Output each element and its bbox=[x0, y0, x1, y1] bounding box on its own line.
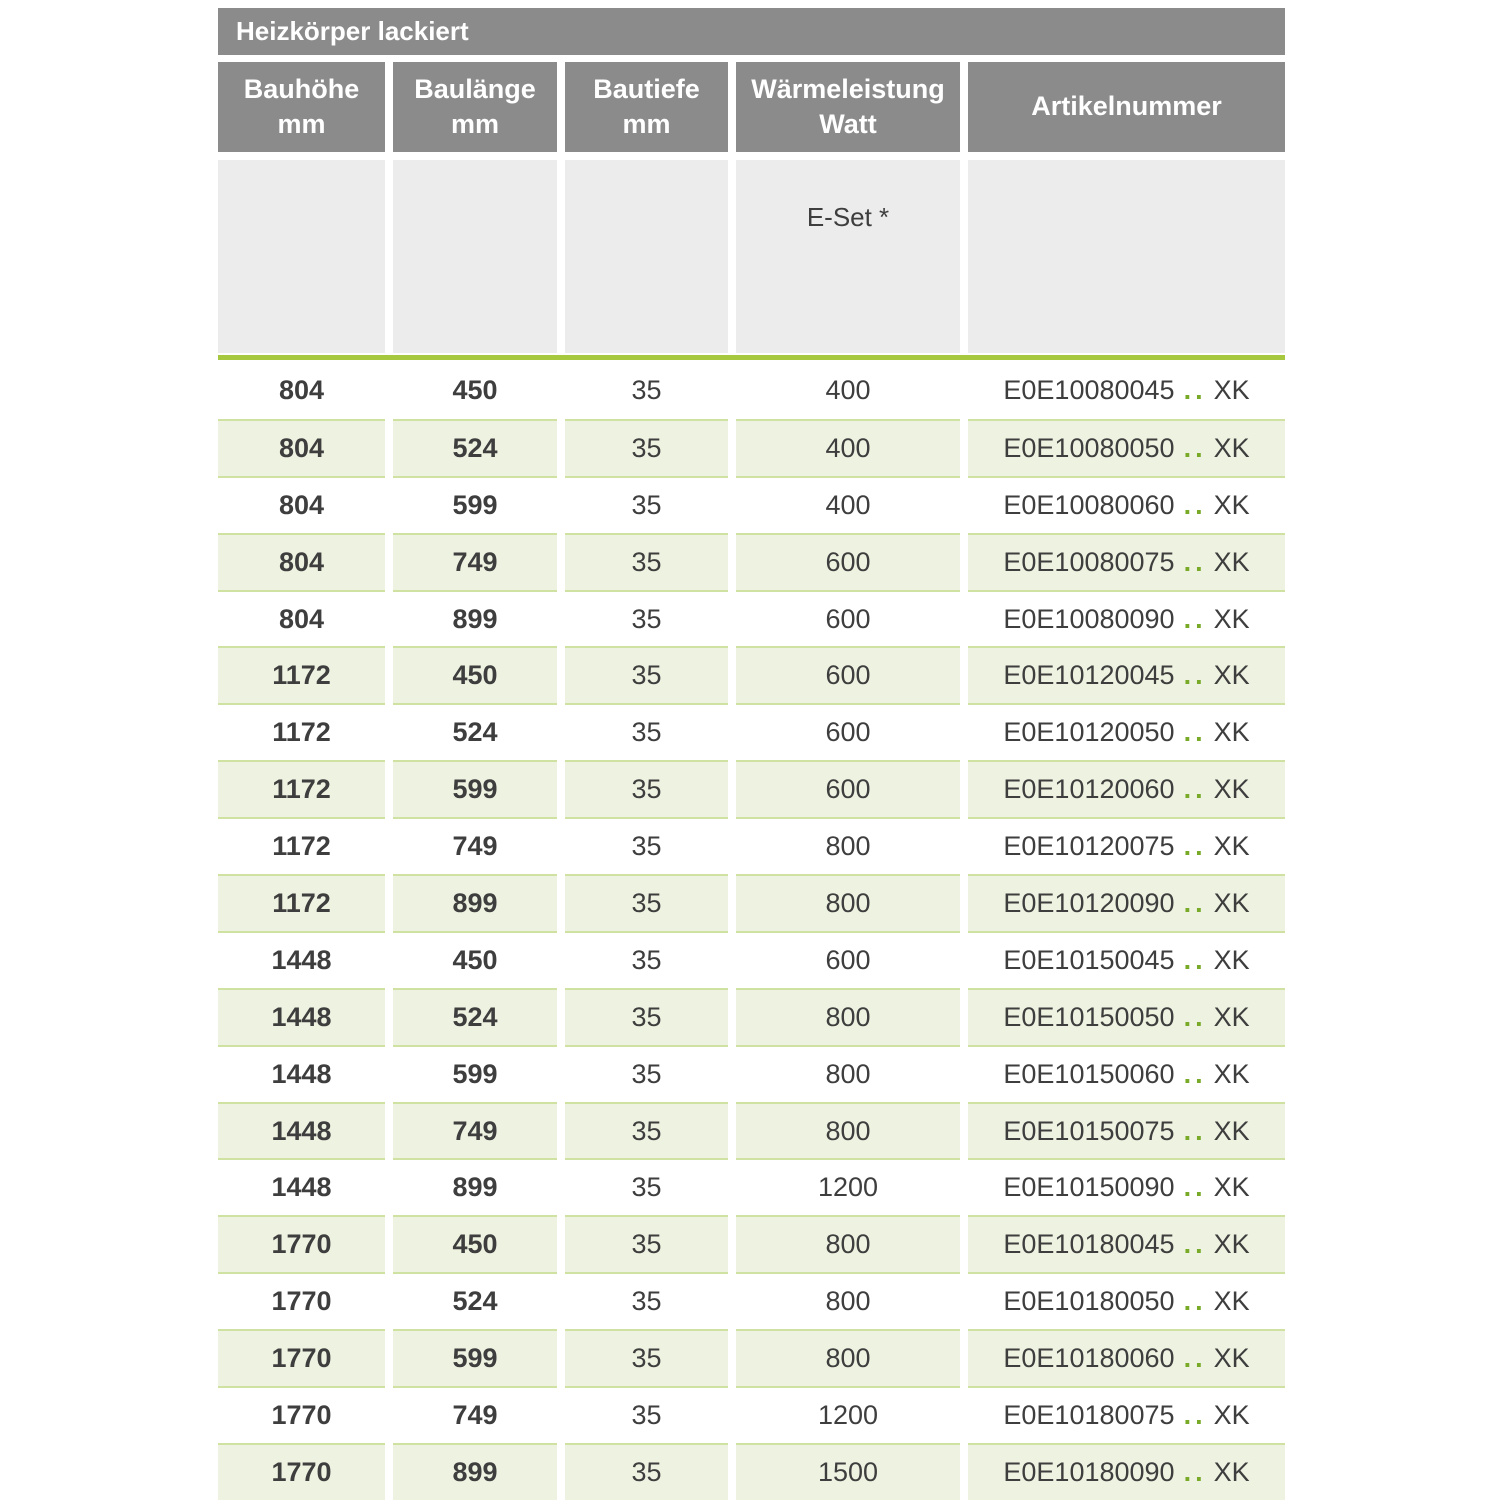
artikel-suffix: XK bbox=[1213, 1399, 1250, 1430]
cell-baulaenge: 524 bbox=[393, 1272, 557, 1329]
cell-watt: 800 bbox=[736, 1215, 960, 1272]
artikel-suffix: XK bbox=[1213, 374, 1250, 405]
header-label: Bauhöhe bbox=[243, 73, 360, 104]
cell-baulaenge: 899 bbox=[393, 874, 557, 931]
header-unit: mm bbox=[277, 109, 326, 139]
cell-bauhoehe: 1172 bbox=[218, 817, 385, 874]
cell-artikelnummer bbox=[968, 1329, 1285, 1386]
cell-bautiefe: 35 bbox=[565, 1329, 728, 1386]
subheader-cell-eset bbox=[736, 160, 960, 353]
artikel-color-dots: .. bbox=[1183, 717, 1207, 748]
subheader-cell-artikelnummer bbox=[968, 160, 1285, 353]
cell-bauhoehe: 1770 bbox=[218, 1443, 385, 1500]
cell-artikelnummer bbox=[968, 362, 1285, 419]
cell-bauhoehe: 1770 bbox=[218, 1329, 385, 1386]
subheader-cell-baulaenge bbox=[393, 160, 557, 353]
cell-bauhoehe: 804 bbox=[218, 419, 385, 476]
table-row bbox=[218, 874, 1285, 931]
artikel-prefix: E0E10080090 bbox=[1003, 603, 1175, 634]
artikel-suffix: XK bbox=[1213, 1058, 1250, 1089]
artikel-color-dots: .. bbox=[1183, 1343, 1207, 1374]
artikel-suffix: XK bbox=[1213, 831, 1250, 862]
table-subheader-row bbox=[218, 160, 1285, 353]
table-row bbox=[218, 1215, 1285, 1272]
table-row bbox=[218, 703, 1285, 760]
cell-baulaenge: 599 bbox=[393, 760, 557, 817]
cell-artikelnummer bbox=[968, 817, 1285, 874]
cell-bauhoehe: 804 bbox=[218, 362, 385, 419]
artikel-color-dots: .. bbox=[1183, 1115, 1207, 1146]
cell-artikelnummer bbox=[968, 1158, 1285, 1215]
cell-baulaenge: 899 bbox=[393, 1158, 557, 1215]
cell-bauhoehe: 1448 bbox=[218, 1045, 385, 1102]
cell-bauhoehe: 1448 bbox=[218, 931, 385, 988]
cell-bauhoehe: 1172 bbox=[218, 760, 385, 817]
cell-artikelnummer bbox=[968, 703, 1285, 760]
artikel-color-dots: .. bbox=[1183, 1001, 1207, 1032]
artikel-color-dots: .. bbox=[1183, 546, 1207, 577]
cell-bautiefe: 35 bbox=[565, 533, 728, 590]
cell-watt: 800 bbox=[736, 874, 960, 931]
table-row bbox=[218, 1158, 1285, 1215]
cell-baulaenge: 749 bbox=[393, 817, 557, 874]
cell-baulaenge: 599 bbox=[393, 476, 557, 533]
header-cell-artikelnummer bbox=[968, 62, 1285, 152]
cell-artikelnummer bbox=[968, 1272, 1285, 1329]
artikel-prefix: E0E10120045 bbox=[1003, 660, 1175, 691]
table-row bbox=[218, 362, 1285, 419]
artikel-color-dots: .. bbox=[1183, 1456, 1207, 1487]
cell-artikelnummer bbox=[968, 476, 1285, 533]
table-row bbox=[218, 646, 1285, 703]
cell-bautiefe: 35 bbox=[565, 646, 728, 703]
cell-watt: 600 bbox=[736, 931, 960, 988]
artikel-color-dots: .. bbox=[1183, 660, 1207, 691]
table-row bbox=[218, 988, 1285, 1045]
cell-artikelnummer bbox=[968, 1386, 1285, 1443]
eset-label: E-Set * bbox=[806, 202, 890, 232]
artikel-suffix: XK bbox=[1213, 1172, 1250, 1203]
artikel-prefix: E0E10180050 bbox=[1003, 1286, 1175, 1317]
artikel-prefix: E0E10080060 bbox=[1003, 489, 1175, 520]
cell-artikelnummer bbox=[968, 590, 1285, 647]
header-cell-bauhoehe bbox=[218, 62, 385, 152]
cell-bautiefe: 35 bbox=[565, 1386, 728, 1443]
artikel-color-dots: .. bbox=[1183, 831, 1207, 862]
cell-bautiefe: 35 bbox=[565, 931, 728, 988]
cell-bauhoehe: 1448 bbox=[218, 1102, 385, 1159]
artikel-suffix: XK bbox=[1213, 603, 1250, 634]
cell-bauhoehe: 804 bbox=[218, 476, 385, 533]
artikel-suffix: XK bbox=[1213, 774, 1250, 805]
artikel-suffix: XK bbox=[1213, 489, 1250, 520]
artikel-suffix: XK bbox=[1213, 944, 1250, 975]
cell-baulaenge: 450 bbox=[393, 646, 557, 703]
header-label: Wärmeleistung bbox=[751, 73, 945, 104]
cell-artikelnummer bbox=[968, 1045, 1285, 1102]
cell-bauhoehe: 1770 bbox=[218, 1386, 385, 1443]
table-title-bar bbox=[218, 8, 1285, 55]
artikel-prefix: E0E10120090 bbox=[1003, 887, 1175, 918]
artikel-prefix: E0E10120075 bbox=[1003, 831, 1175, 862]
artikel-suffix: XK bbox=[1213, 1286, 1250, 1317]
cell-watt: 800 bbox=[736, 988, 960, 1045]
cell-artikelnummer bbox=[968, 874, 1285, 931]
artikel-color-dots: .. bbox=[1183, 1286, 1207, 1317]
artikel-color-dots: .. bbox=[1183, 1058, 1207, 1089]
cell-bautiefe: 35 bbox=[565, 1102, 728, 1159]
cell-bauhoehe: 1172 bbox=[218, 646, 385, 703]
cell-artikelnummer bbox=[968, 988, 1285, 1045]
cell-bauhoehe: 1770 bbox=[218, 1215, 385, 1272]
cell-baulaenge: 450 bbox=[393, 1215, 557, 1272]
cell-bautiefe: 35 bbox=[565, 590, 728, 647]
cell-watt: 600 bbox=[736, 590, 960, 647]
cell-baulaenge: 599 bbox=[393, 1045, 557, 1102]
cell-bauhoehe: 1172 bbox=[218, 874, 385, 931]
cell-bautiefe: 35 bbox=[565, 362, 728, 419]
cell-bautiefe: 35 bbox=[565, 476, 728, 533]
subheader-cell-bautiefe bbox=[565, 160, 728, 353]
cell-bautiefe: 35 bbox=[565, 817, 728, 874]
header-unit: Watt bbox=[819, 109, 877, 139]
table-row bbox=[218, 1329, 1285, 1386]
subheader-cell-bauhoehe bbox=[218, 160, 385, 353]
cell-watt: 600 bbox=[736, 646, 960, 703]
artikel-color-dots: .. bbox=[1183, 1229, 1207, 1260]
cell-watt: 400 bbox=[736, 476, 960, 533]
cell-watt: 800 bbox=[736, 1045, 960, 1102]
cell-artikelnummer bbox=[968, 1102, 1285, 1159]
cell-baulaenge: 749 bbox=[393, 1102, 557, 1159]
artikel-prefix: E0E10150060 bbox=[1003, 1058, 1175, 1089]
cell-bauhoehe: 804 bbox=[218, 590, 385, 647]
artikel-color-dots: .. bbox=[1183, 944, 1207, 975]
table-row bbox=[218, 1443, 1285, 1500]
table-row bbox=[218, 533, 1285, 590]
cell-bauhoehe: 1448 bbox=[218, 988, 385, 1045]
cell-watt: 400 bbox=[736, 419, 960, 476]
cell-bauhoehe: 1448 bbox=[218, 1158, 385, 1215]
header-label: Baulänge bbox=[414, 73, 536, 104]
artikel-color-dots: .. bbox=[1183, 887, 1207, 918]
artikel-color-dots: .. bbox=[1183, 1172, 1207, 1203]
table-row bbox=[218, 590, 1285, 647]
cell-baulaenge: 450 bbox=[393, 362, 557, 419]
artikel-prefix: E0E10180045 bbox=[1003, 1229, 1175, 1260]
artikel-prefix: E0E10150045 bbox=[1003, 944, 1175, 975]
table-header-row bbox=[218, 62, 1285, 152]
cell-baulaenge: 899 bbox=[393, 1443, 557, 1500]
artikel-suffix: XK bbox=[1213, 432, 1250, 463]
cell-artikelnummer bbox=[968, 1215, 1285, 1272]
artikel-suffix: XK bbox=[1213, 887, 1250, 918]
artikel-suffix: XK bbox=[1213, 1229, 1250, 1260]
artikel-suffix: XK bbox=[1213, 1115, 1250, 1146]
cell-bautiefe: 35 bbox=[565, 1215, 728, 1272]
table-row bbox=[218, 419, 1285, 476]
artikel-color-dots: .. bbox=[1183, 489, 1207, 520]
cell-bautiefe: 35 bbox=[565, 703, 728, 760]
cell-bautiefe: 35 bbox=[565, 1443, 728, 1500]
table-title: Heizkörper lackiert bbox=[236, 16, 469, 46]
cell-baulaenge: 524 bbox=[393, 419, 557, 476]
cell-baulaenge: 524 bbox=[393, 988, 557, 1045]
product-table bbox=[218, 8, 1285, 1500]
cell-watt: 600 bbox=[736, 703, 960, 760]
header-unit: mm bbox=[450, 109, 499, 139]
artikel-suffix: XK bbox=[1213, 1456, 1250, 1487]
artikel-color-dots: .. bbox=[1183, 1399, 1207, 1430]
header-unit: mm bbox=[622, 109, 671, 139]
artikel-prefix: E0E10180090 bbox=[1003, 1456, 1175, 1487]
cell-watt: 400 bbox=[736, 362, 960, 419]
cell-bautiefe: 35 bbox=[565, 874, 728, 931]
cell-bauhoehe: 1770 bbox=[218, 1272, 385, 1329]
artikel-color-dots: .. bbox=[1183, 774, 1207, 805]
cell-baulaenge: 599 bbox=[393, 1329, 557, 1386]
cell-artikelnummer bbox=[968, 760, 1285, 817]
artikel-suffix: XK bbox=[1213, 546, 1250, 577]
cell-watt: 800 bbox=[736, 1329, 960, 1386]
table-row bbox=[218, 1102, 1285, 1159]
cell-bautiefe: 35 bbox=[565, 419, 728, 476]
artikel-suffix: XK bbox=[1213, 660, 1250, 691]
artikel-prefix: E0E10080075 bbox=[1003, 546, 1175, 577]
artikel-prefix: E0E10080045 bbox=[1003, 374, 1175, 405]
cell-watt: 1200 bbox=[736, 1158, 960, 1215]
header-label: Artikelnummer bbox=[1031, 91, 1222, 122]
cell-watt: 600 bbox=[736, 760, 960, 817]
artikel-suffix: XK bbox=[1213, 1001, 1250, 1032]
cell-bautiefe: 35 bbox=[565, 1045, 728, 1102]
artikel-prefix: E0E10120050 bbox=[1003, 717, 1175, 748]
cell-bautiefe: 35 bbox=[565, 760, 728, 817]
cell-artikelnummer bbox=[968, 931, 1285, 988]
table-row bbox=[218, 1386, 1285, 1443]
table-row bbox=[218, 817, 1285, 874]
table-body bbox=[218, 362, 1285, 1500]
artikel-prefix: E0E10120060 bbox=[1003, 774, 1175, 805]
cell-watt: 800 bbox=[736, 817, 960, 874]
artikel-prefix: E0E10180060 bbox=[1003, 1343, 1175, 1374]
header-label: Bautiefe bbox=[593, 73, 700, 104]
header-cell-waermeleistung bbox=[736, 62, 960, 152]
header-cell-bautiefe bbox=[565, 62, 728, 152]
artikel-prefix: E0E10150090 bbox=[1003, 1172, 1175, 1203]
cell-baulaenge: 749 bbox=[393, 1386, 557, 1443]
cell-bauhoehe: 1172 bbox=[218, 703, 385, 760]
cell-artikelnummer bbox=[968, 533, 1285, 590]
artikel-color-dots: .. bbox=[1183, 374, 1207, 405]
cell-bauhoehe: 804 bbox=[218, 533, 385, 590]
artikel-prefix: E0E10150075 bbox=[1003, 1115, 1175, 1146]
cell-bautiefe: 35 bbox=[565, 1272, 728, 1329]
artikel-prefix: E0E10080050 bbox=[1003, 432, 1175, 463]
artikel-color-dots: .. bbox=[1183, 432, 1207, 463]
table-row bbox=[218, 760, 1285, 817]
table-row bbox=[218, 1045, 1285, 1102]
cell-artikelnummer bbox=[968, 646, 1285, 703]
artikel-color-dots: .. bbox=[1183, 603, 1207, 634]
cell-watt: 600 bbox=[736, 533, 960, 590]
cell-baulaenge: 450 bbox=[393, 931, 557, 988]
cell-bautiefe: 35 bbox=[565, 988, 728, 1045]
cell-watt: 800 bbox=[736, 1102, 960, 1159]
table-row bbox=[218, 931, 1285, 988]
cell-watt: 800 bbox=[736, 1272, 960, 1329]
artikel-prefix: E0E10150050 bbox=[1003, 1001, 1175, 1032]
cell-watt: 1200 bbox=[736, 1386, 960, 1443]
cell-bautiefe: 35 bbox=[565, 1158, 728, 1215]
green-accent-line bbox=[218, 355, 1285, 360]
cell-watt: 1500 bbox=[736, 1443, 960, 1500]
cell-artikelnummer bbox=[968, 419, 1285, 476]
cell-baulaenge: 524 bbox=[393, 703, 557, 760]
artikel-suffix: XK bbox=[1213, 1343, 1250, 1374]
artikel-prefix: E0E10180075 bbox=[1003, 1399, 1175, 1430]
artikel-suffix: XK bbox=[1213, 717, 1250, 748]
cell-baulaenge: 899 bbox=[393, 590, 557, 647]
table-row bbox=[218, 476, 1285, 533]
header-cell-baulaenge bbox=[393, 62, 557, 152]
cell-artikelnummer bbox=[968, 1443, 1285, 1500]
cell-baulaenge: 749 bbox=[393, 533, 557, 590]
table-row bbox=[218, 1272, 1285, 1329]
